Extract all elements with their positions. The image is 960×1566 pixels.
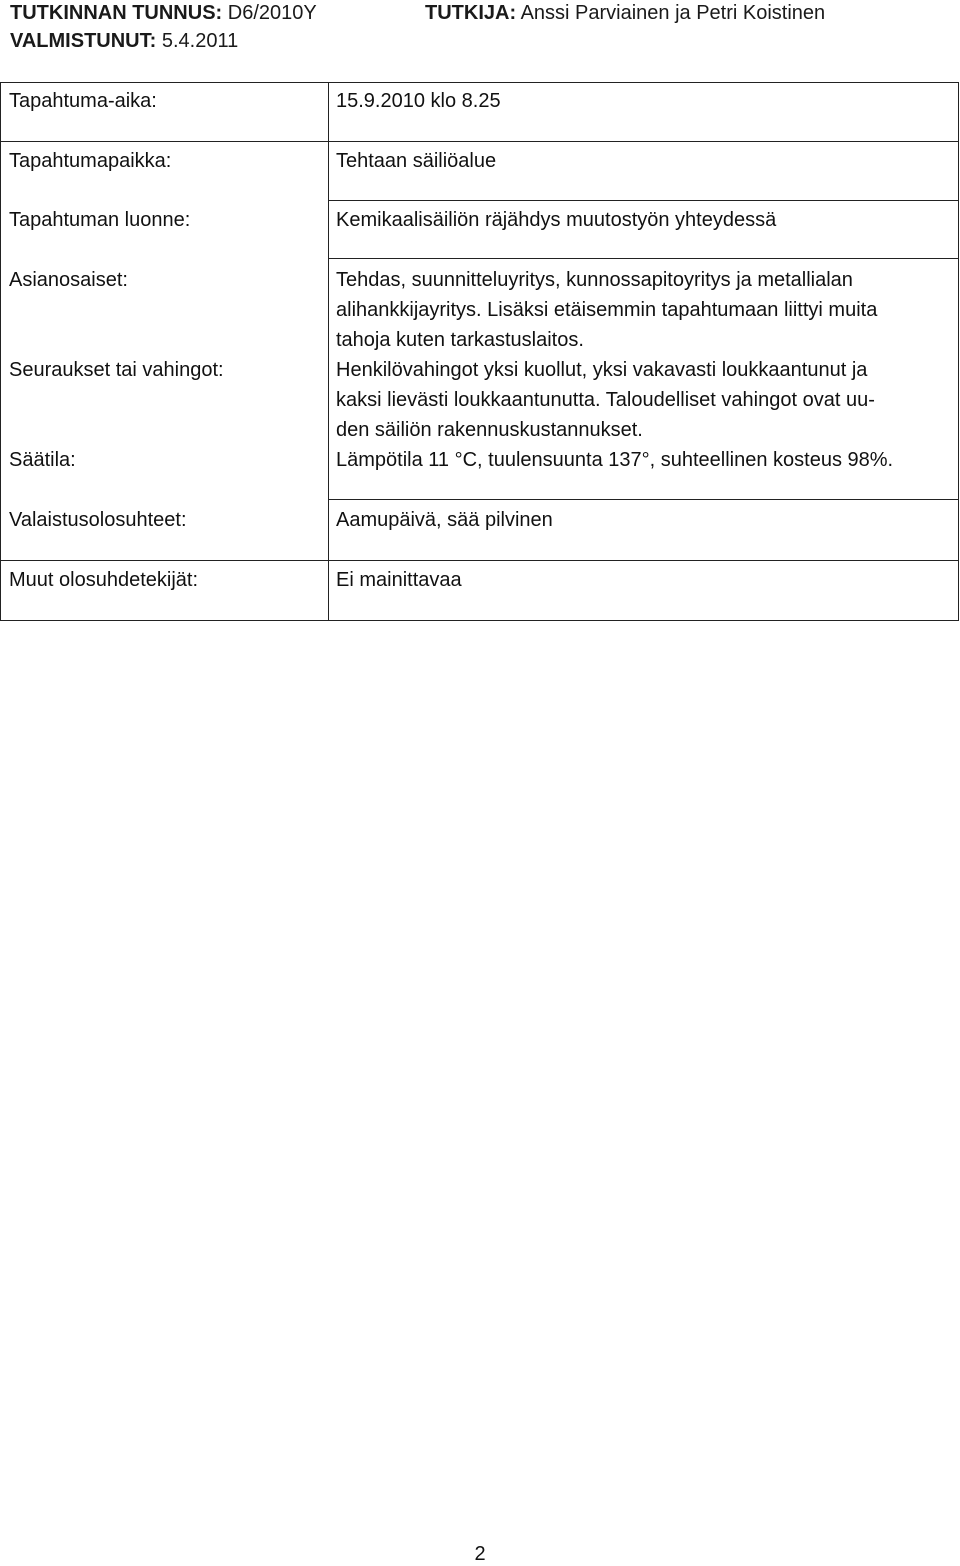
event-time-value: 15.9.2010 klo 8.25 bbox=[336, 90, 501, 112]
consequences-value bbox=[336, 355, 946, 445]
event-location-label: Tapahtumapaikka: bbox=[9, 150, 172, 172]
consequences-line: kaksi lievästi loukkaantunutta. Taloudelliset vahingot ovat uu- bbox=[336, 389, 875, 411]
parties-line: Tehdas, suunnitteluyritys, kunnossapitoyritys ja metallialan bbox=[336, 269, 853, 291]
report-id-line bbox=[10, 0, 317, 26]
event-type-label: Tapahtuman luonne: bbox=[9, 209, 191, 231]
report-id-label: TUTKINNAN TUNNUS: bbox=[10, 2, 223, 24]
parties-line: alihankkijayritys. Lisäksi etäisemmin tapahtumaan liittyi muita bbox=[336, 299, 878, 321]
weather-label: Säätila: bbox=[9, 449, 76, 471]
investigators-label: TUTKIJA: bbox=[425, 2, 517, 24]
column-divider bbox=[328, 83, 329, 620]
event-time-label: Tapahtuma-aika: bbox=[9, 90, 157, 112]
lighting-value: Aamupäivä, sää pilvinen bbox=[336, 509, 553, 531]
event-location-value: Tehtaan säiliöalue bbox=[336, 150, 497, 172]
consequences-label: Seuraukset tai vahingot: bbox=[9, 359, 224, 381]
page-number: 2 bbox=[474, 1543, 486, 1565]
incident-info-table bbox=[0, 82, 959, 621]
parties-value bbox=[336, 265, 946, 355]
row-divider bbox=[1, 141, 958, 142]
completed-date-value: 5.4.2011 bbox=[161, 30, 239, 52]
lighting-label: Valaistusolosuhteet: bbox=[9, 509, 187, 531]
completed-date-label: VALMISTUNUT: bbox=[10, 30, 157, 52]
row-divider bbox=[328, 258, 958, 259]
investigators-value: Anssi Parviainen ja Petri Koistinen bbox=[520, 2, 826, 24]
investigators-line bbox=[425, 0, 825, 26]
row-divider bbox=[328, 499, 958, 500]
event-type-value: Kemikaalisäiliön räjähdys muutostyön yhteydessä bbox=[336, 209, 777, 231]
report-header bbox=[10, 0, 950, 60]
parties-line: tahoja kuten tarkastuslaitos. bbox=[336, 329, 584, 351]
report-id-value: D6/2010Y bbox=[227, 2, 317, 24]
row-divider bbox=[1, 560, 958, 561]
consequences-line: Henkilövahingot yksi kuollut, yksi vakavasti loukkaantunut ja bbox=[336, 359, 868, 381]
other-conditions-value: Ei mainittavaa bbox=[336, 569, 462, 591]
completed-date-line bbox=[10, 28, 238, 54]
row-divider bbox=[328, 200, 958, 201]
consequences-line: den säiliön rakennuskustannukset. bbox=[336, 419, 643, 441]
parties-label: Asianosaiset: bbox=[9, 269, 128, 291]
other-conditions-label: Muut olosuhdetekijät: bbox=[9, 569, 199, 591]
weather-value: Lämpötila 11 °C, tuulensuunta 137°, suhteellinen kosteus 98%. bbox=[336, 449, 894, 471]
